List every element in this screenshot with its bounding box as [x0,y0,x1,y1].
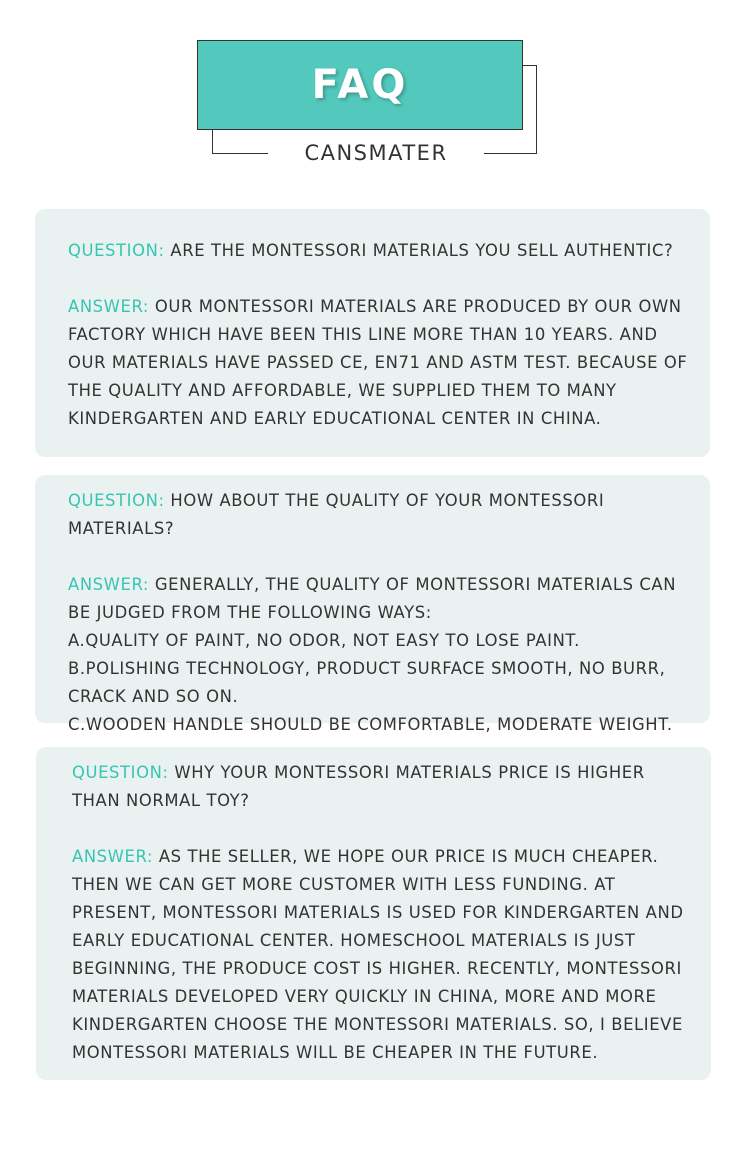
faq-header [0,0,750,180]
question-label: QUESTION: [72,763,169,782]
answer-text: AS THE SELLER, WE HOPE OUR PRICE IS MUCH CHEAPER. THEN WE CAN GET MORE CUSTOMER WITH LESS FUNDING. AT PRESENT, MONTESSORI MATERIALS IS USED FOR KINDERGARTEN AND EARLY EDUCATIONAL CENTER. HOMESCHOOL MATERIALS IS JUST BEGINNING, THE PRODUCE COST IS HIGHER. RECENTLY, MONTESSORI MATERIALS DEVELOPED VERY QUICKLY IN CHINA, MORE AND MORE KINDERGARTEN CHOOSE THE MONTESSORI MATERIALS. SO, I BELIEVE MONTESSORI MATERIALS WILL BE CHEAPER IN THE FUTURE. [72,847,684,1062]
answer-text: OUR MONTESSORI MATERIALS ARE PRODUCED BY OUR OWN FACTORY WHICH HAVE BEEN THIS LINE MORE THAN 10 YEARS. AND OUR MATERIALS HAVE PASSED CE, EN71 AND ASTM TEST. BECAUSE OF THE QUALITY AND AFFORDABLE, WE SUPPLIED THEM TO MANY KINDERGARTEN AND EARLY EDUCATIONAL CENTER IN CHINA. [68,297,688,428]
faq-card-3 [36,747,711,1080]
answer-label: ANSWER: [72,847,154,866]
page-title: FAQ [311,62,409,108]
answer-text: GENERALLY, THE QUALITY OF MONTESSORI MATERIALS CAN BE JUDGED FROM THE FOLLOWING WAYS: [68,575,677,622]
question-2 [68,487,690,543]
answer-point-b: B.POLISHING TECHNOLOGY, PRODUCT SURFACE SMOOTH, NO BURR, CRACK AND SO ON. [68,659,666,706]
brand-subtitle: CANSMATER [304,141,448,165]
question-text: ARE THE MONTESSORI MATERIALS YOU SELL AUTHENTIC? [170,241,674,260]
question-1 [68,237,690,265]
answer-point-a: A.QUALITY OF PAINT, NO ODOR, NOT EASY TO LOSE PAINT. [68,631,580,650]
answer-label: ANSWER: [68,297,150,316]
question-3 [72,759,687,815]
answer-1 [68,293,690,433]
answer-2 [68,571,690,739]
question-text: WHY YOUR MONTESSORI MATERIALS PRICE IS HIGHER THAN NORMAL TOY? [72,763,645,810]
faq-card-2 [35,475,710,734]
header-title-box [197,40,523,130]
faq-card-1 [35,209,710,457]
answer-point-c: C.WOODEN HANDLE SHOULD BE COMFORTABLE, MODERATE WEIGHT. [68,715,673,734]
question-text: HOW ABOUT THE QUALITY OF YOUR MONTESSORI MATERIALS? [68,491,605,538]
answer-3 [72,843,687,1067]
answer-label: ANSWER: [68,575,150,594]
question-label: QUESTION: [68,491,165,510]
question-label: QUESTION: [68,241,165,260]
